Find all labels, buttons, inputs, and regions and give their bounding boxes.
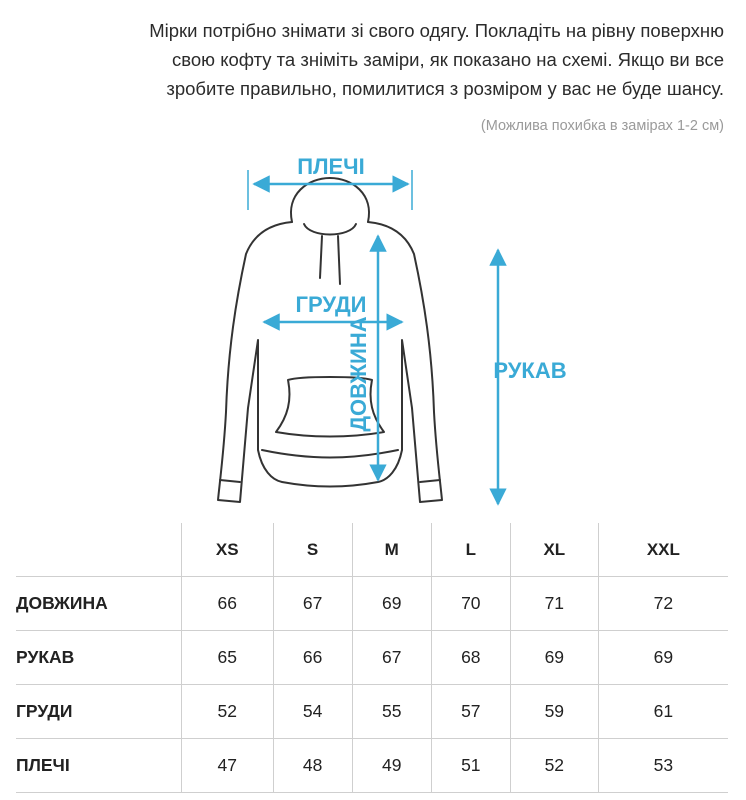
table-row <box>16 577 728 631</box>
corner-cell <box>16 523 182 577</box>
table-cell: 47 <box>182 739 274 793</box>
table-cell: 66 <box>273 631 352 685</box>
table-row <box>16 685 728 739</box>
intro-line-1: Мірки потрібно знімати зі свого одягу. Покладіть на рівну поверхню <box>149 20 724 41</box>
chest-label: ГРУДИ <box>295 292 367 317</box>
size-header-xxl: XXL <box>598 523 728 577</box>
table-cell: 59 <box>510 685 598 739</box>
table-cell: 72 <box>598 577 728 631</box>
table-row <box>16 739 728 793</box>
table-cell: 67 <box>352 631 431 685</box>
measurement-error-note: (Можлива похибка в замірах 1-2 см) <box>480 118 724 134</box>
table-cell: 53 <box>598 739 728 793</box>
intro-line-3: зробите правильно, помилитися з розміром у вас не буде шансу. <box>166 78 724 99</box>
size-table <box>16 523 728 793</box>
table-cell: 48 <box>273 739 352 793</box>
size-header-s: S <box>273 523 352 577</box>
measurement-diagram <box>200 150 580 520</box>
row-label: ГРУДИ <box>16 685 182 739</box>
table-cell: 61 <box>598 685 728 739</box>
size-header-m: M <box>352 523 431 577</box>
intro-text <box>24 16 724 103</box>
table-cell: 69 <box>510 631 598 685</box>
table-cell: 71 <box>510 577 598 631</box>
row-label: ДОВЖИНА <box>16 577 182 631</box>
table-cell: 66 <box>182 577 274 631</box>
table-cell: 65 <box>182 631 274 685</box>
intro-line-2: свою кофту та зніміть заміри, як показано на схемі. Якщо ви все <box>172 49 724 70</box>
table-cell: 67 <box>273 577 352 631</box>
table-cell: 68 <box>431 631 510 685</box>
hoodie-diagram <box>200 150 580 520</box>
table-cell: 57 <box>431 685 510 739</box>
length-label: ДОВЖИНА <box>346 316 371 432</box>
size-header-xl: XL <box>510 523 598 577</box>
table-cell: 55 <box>352 685 431 739</box>
table-cell: 52 <box>182 685 274 739</box>
sleeve-label: РУКАВ <box>493 358 567 383</box>
table-cell: 69 <box>598 631 728 685</box>
hoodie-icon <box>218 178 442 502</box>
row-label: ПЛЕЧІ <box>16 739 182 793</box>
table-cell: 70 <box>431 577 510 631</box>
table-cell: 52 <box>510 739 598 793</box>
shoulders-label: ПЛЕЧІ <box>297 154 365 179</box>
size-header-row <box>16 523 728 577</box>
table-cell: 51 <box>431 739 510 793</box>
table-row <box>16 631 728 685</box>
size-header-xs: XS <box>182 523 274 577</box>
table-cell: 69 <box>352 577 431 631</box>
size-header-l: L <box>431 523 510 577</box>
table-cell: 49 <box>352 739 431 793</box>
row-label: РУКАВ <box>16 631 182 685</box>
table-cell: 54 <box>273 685 352 739</box>
